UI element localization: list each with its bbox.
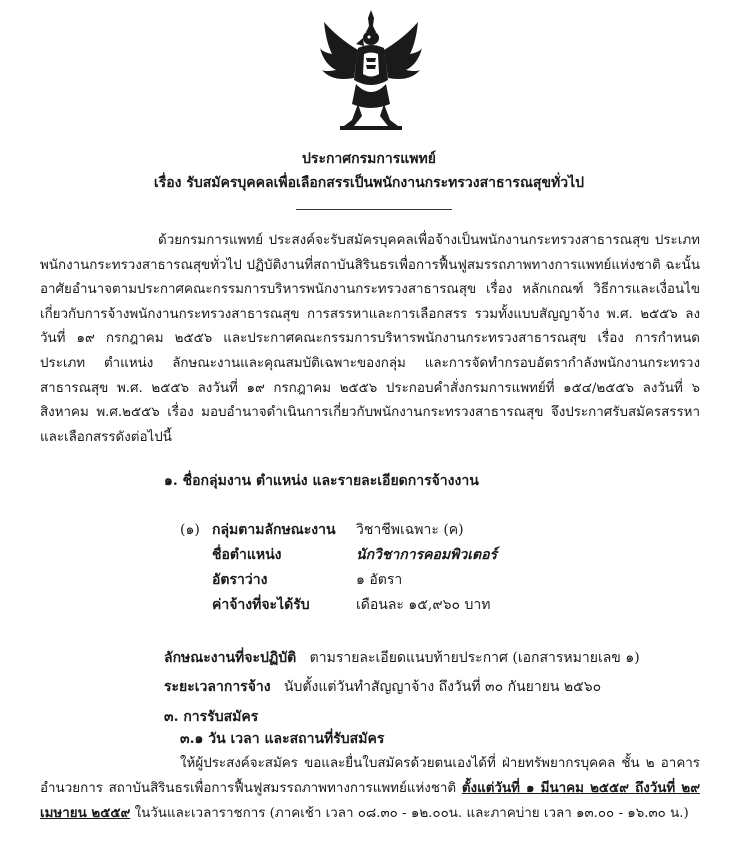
title-divider [296,209,452,210]
position-label: กลุ่มตามลักษณะงาน [212,522,336,538]
announcement-subject: เรื่อง รับสมัครบุคคลเพื่อเลือกสรรเป็นพนักงานกระทรวงสาธารณสุขทั่วไป [153,175,585,191]
intro-paragraph: ด้วยกรมการแพทย์ ประสงค์จะรับสมัครบุคคลเพื่อจ้างเป็นพนักงานกระทรวงสาธารณสุข ประเภทพนักงานกระทรวงสาธารณสุขทั่วไป ปฏิบัติงานที่สถาบันสิรินธรเพื่อการฟื้นฟูสมรรถภาพทางการแพทย์แห่งชาติ ฉะนั้น อาศัยอำนาจตามประกาศคณะกรรมการบริหารพนักงานกระทรวงสาธารณสุข เรื่อง หลักเกณฑ์ วิธีการและเงื่อนไขเกี่ยวกับการจ้างพนักงานกระทรวงสาธารณสุข การสรรหาและการเลือกสรร รวมทั้งแบบสัญญาจ้าง พ.ศ. ๒๕๕๖ ลงวันที่ ๑๙ กรกฎาคม ๒๕๕๖ และประกาศคณะกรรมการบริหารพนักงานกระทรวงสาธารณสุข เรื่อง การกำหนดประเภท ตำแหน่ง ลักษณะงานและคุณสมบัติเฉพาะของกลุ่ม และการจัดทำกรอบอัตรากำลังพนักงานกระทรวงสาธารณสุข พ.ศ. ๒๕๕๖ ลงวันที่ ๑๙ กรกฎาคม ๒๕๕๖ ประกอบคำสั่งกรมการแพทย์ที่ ๑๕๔/๒๕๕๖ ลงวันที่ ๖ สิงหาคม พ.ศ.๒๕๕๖ เรื่อง มอบอำนาจดำเนินการเกี่ยวกับพนักงานกระทรวงสาธารณสุข จึงประกาศรับสมัครสรรหาและเลือกสรรดังต่อไปนี้ [40,233,700,445]
application-paragraph [40,751,700,826]
period-line [164,676,601,698]
position-row [180,568,556,593]
section3-heading: ๓. การรับสมัคร [164,709,259,725]
position-label: อัตราว่าง [212,572,268,588]
duties-value: ตามรายละเอียดแนบท้ายประกาศ (เอกสารหมายเลข ๑) [309,650,640,666]
position-value: ๑ อัตรา [356,572,403,588]
position-details [180,518,556,618]
position-label: ค่าจ้างที่จะได้รับ [212,597,310,613]
duties-label: ลักษณะงานที่จะปฏิบัติ [164,650,297,666]
position-row [180,543,556,568]
garuda-emblem-icon [318,8,424,132]
position-number: (๑) [180,522,200,538]
position-row [180,518,556,543]
announcement-title: ประกาศกรมการแพทย์ [302,151,436,167]
section3-1-heading: ๓.๑ วัน เวลา และสถานที่รับสมัคร [180,731,385,747]
period-value: นับตั้งแต่วันทำสัญญาจ้าง ถึงวันที่ ๓๐ กันยายน ๒๕๖๐ [283,679,602,695]
position-row [180,593,556,618]
application-dates: ตั้งแต่วันที่ ๑ มีนาคม ๒๕๕๙ ถึงวันที่ ๒๙ เมษายน ๒๕๕๙ [40,780,700,821]
position-value: วิชาชีพเฉพาะ (ค) [356,522,464,538]
period-label: ระยะเวลาการจ้าง [164,679,271,695]
position-value: เดือนละ ๑๕,๙๖๐ บาท [356,597,491,613]
application-hours: ในวันและเวลาราชการ (ภาคเช้า เวลา ๐๘.๓๐ - ๑๒.๐๐น. และภาคบ่าย เวลา ๑๓.๐๐ - ๑๖.๓๐ น.) [130,806,689,821]
duties-line [164,647,640,669]
position-value: นักวิชาการคอมพิวเตอร์ [356,547,498,563]
section1-heading: ๑. ชื่อกลุ่มงาน ตำแหน่ง และรายละเอียดการจ้างงาน [164,473,479,489]
position-label: ชื่อตำแหน่ง [212,547,282,563]
application-text: ให้ผู้ประสงค์จะสมัคร ขอและยื่นใบสมัครด้วยตนเองได้ที่ ฝ่ายทรัพยากรบุคคล ชั้น ๒ อาคารอำนวยการ สถาบันสิรินธรเพื่อการฟื้นฟูสมรรถภาพทางการแพทย์แห่งชาติ [40,756,700,796]
